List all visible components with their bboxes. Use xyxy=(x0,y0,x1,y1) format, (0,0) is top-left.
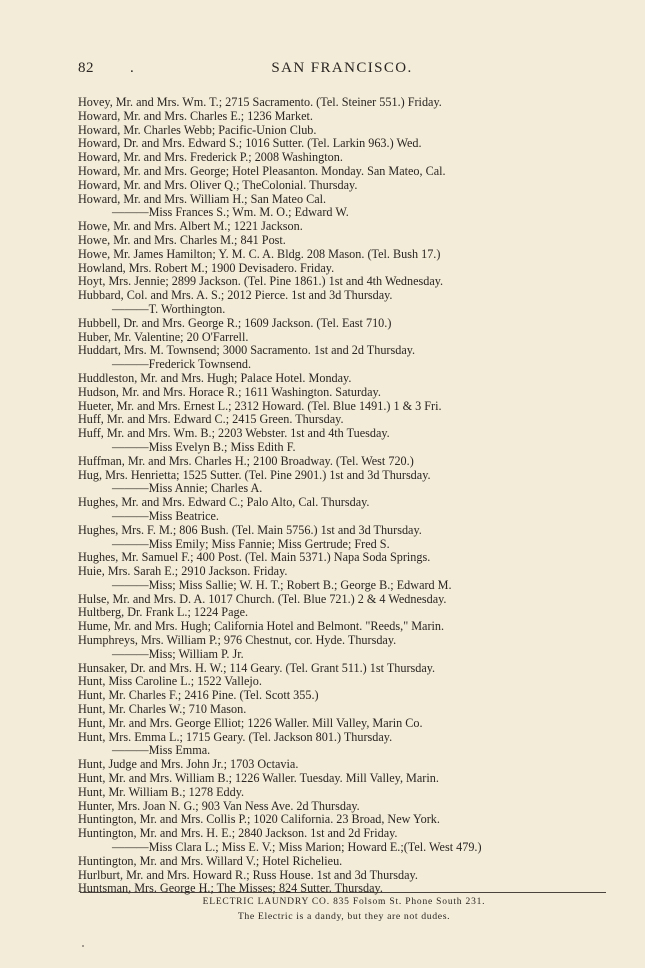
page-number: 82 xyxy=(78,60,94,76)
directory-entry: Huddleston, Mr. and Mrs. Hugh; Palace Hotel. Monday. xyxy=(78,371,352,385)
directory-entry: ———Miss Frances S.; Wm. M. O.; Edward W. xyxy=(112,206,349,220)
directory-entry: Hunt, Mr. Charles F.; 2416 Pine. (Tel. Scott 355.) xyxy=(78,689,319,703)
directory-entry: Huntsman, Mrs. George H.; The Misses; 824 Sutter. Thursday. xyxy=(78,882,383,896)
directory-entry: Hug, Mrs. Henrietta; 1525 Sutter. (Tel. Pine 2901.) 1st and 3d Thursday. xyxy=(78,468,431,482)
directory-entry: Huff, Mr. and Mrs. Edward C.; 2415 Green. Thursday. xyxy=(78,413,344,427)
directory-entry: Howard, Mr. and Mrs. Oliver Q.; TheColonial. Thursday. xyxy=(78,178,358,192)
directory-entry: Hunter, Mrs. Joan N. G.; 903 Van Ness Ave. 2d Thursday. xyxy=(78,799,360,813)
directory-entry: ———Miss Emma. xyxy=(112,744,211,758)
footer-rule xyxy=(80,892,606,893)
directory-entry: ———Miss; William P. Jr. xyxy=(112,647,244,661)
directory-entry: Hurlburt, Mr. and Mrs. Howard R.; Russ House. 1st and 3d Thursday. xyxy=(78,868,418,882)
footer-advert-line-2: The Electric is a dandy, but they are not dudes. xyxy=(237,911,451,922)
directory-entry: Hunsaker, Dr. and Mrs. H. W.; 114 Geary. (Tel. Grant 511.) 1st Thursday. xyxy=(78,661,436,675)
directory-entry: Huntington, Mr. and Mrs. H. E.; 2840 Jackson. 1st and 2d Friday. xyxy=(78,827,398,841)
directory-entry: ———Miss Emily; Miss Fannie; Miss Gertrude; Fred S. xyxy=(112,537,390,551)
directory-entry: Howard, Mr. and Mrs. Frederick P.; 2008 Washington. xyxy=(78,151,343,165)
directory-entry: Howe, Mr. James Hamilton; Y. M. C. A. Bldg. 208 Mason. (Tel. Bush 17.) xyxy=(78,247,441,261)
footer-advert-line-1: ELECTRIC LAUNDRY CO. 835 Folsom St. Phone South 231. xyxy=(202,897,486,907)
directory-entry: Hubbard, Col. and Mrs. A. S.; 2012 Pierce. 1st and 3d Thursday. xyxy=(78,289,393,303)
directory-entry: Hovey, Mr. and Mrs. Wm. T.; 2715 Sacramento. (Tel. Steiner 551.) Friday. xyxy=(78,96,442,109)
directory-entry: ———Frederick Townsend. xyxy=(112,358,252,372)
directory-entry: ———Miss; Miss Sallie; W. H. T.; Robert B.; George B.; Edward M. xyxy=(112,578,452,592)
directory-entry: ———Miss Beatrice. xyxy=(112,509,219,523)
directory-entry: Hughes, Mr. and Mrs. Edward C.; Palo Alto, Cal. Thursday. xyxy=(78,496,370,510)
directory-entry: Hume, Mr. and Mrs. Hugh; California Hotel and Belmont. "Reeds," Marin. xyxy=(78,620,445,634)
directory-entry: Huff, Mr. and Mrs. Wm. B.; 2203 Webster. 1st and 4th Tuesday. xyxy=(78,427,390,441)
directory-entry: Howard, Mr. and Mrs. Charles E.; 1236 Market. xyxy=(78,109,313,123)
header-dot: . xyxy=(130,60,134,76)
directory-entry: ———Miss Evelyn B.; Miss Edith F. xyxy=(112,440,296,454)
directory-entry: Hunt, Miss Caroline L.; 1522 Vallejo. xyxy=(78,675,262,689)
directory-entries xyxy=(78,96,610,896)
directory-entry: Hunt, Mr. Charles W.; 710 Mason. xyxy=(78,703,247,717)
directory-entry: Huntington, Mr. and Mrs. Collis P.; 1020 California. 23 Broad, New York. xyxy=(78,813,440,827)
directory-entry: Huddart, Mrs. M. Townsend; 3000 Sacramento. 1st and 2d Thursday. xyxy=(78,344,416,358)
directory-entry: Howard, Dr. and Mrs. Edward S.; 1016 Sutter. (Tel. Larkin 963.) Wed. xyxy=(78,137,422,151)
running-head: SAN FRANCISCO. xyxy=(271,60,413,76)
directory-entry: ———T. Worthington. xyxy=(112,302,226,316)
directory-entry: Humphreys, Mrs. William P.; 976 Chestnut, cor. Hyde. Thursday. xyxy=(78,634,397,648)
directory-entry: ———Miss Clara L.; Miss E. V.; Miss Marion; Howard E.;(Tel. West 479.) xyxy=(112,841,482,855)
directory-entry: Hunt, Mrs. Emma L.; 1715 Geary. (Tel. Jackson 801.) Thursday. xyxy=(78,730,393,744)
directory-entry: Hulse, Mr. and Mrs. D. A. 1017 Church. (Tel. Blue 721.) 2 & 4 Wednesday. xyxy=(78,592,447,606)
directory-entry: Hughes, Mrs. F. M.; 806 Bush. (Tel. Main 5756.) 1st and 3d Thursday. xyxy=(78,523,422,537)
directory-entry: Huntington, Mr. and Mrs. Willard V.; Hotel Richelieu. xyxy=(78,854,343,868)
paper-speck xyxy=(82,945,84,947)
directory-entry: Hueter, Mr. and Mrs. Ernest L.; 2312 Howard. (Tel. Blue 1491.) 1 & 3 Fri. xyxy=(78,399,442,413)
directory-entry: Hubbell, Dr. and Mrs. George R.; 1609 Jackson. (Tel. East 710.) xyxy=(78,316,392,330)
directory-entry: Hunt, Mr. and Mrs. George Elliot; 1226 Waller. Mill Valley, Marin Co. xyxy=(78,716,423,730)
directory-entry: Hoyt, Mrs. Jennie; 2899 Jackson. (Tel. Pine 1861.) 1st and 4th Wednesday. xyxy=(78,275,444,289)
directory-entry: ———Miss Annie; Charles A. xyxy=(112,482,263,496)
directory-entry: Hudson, Mr. and Mrs. Horace R.; 1611 Washington. Saturday. xyxy=(78,385,381,399)
directory-entry: Huber, Mr. Valentine; 20 O'Farrell. xyxy=(78,330,249,344)
directory-entry: Huffman, Mr. and Mrs. Charles H.; 2100 Broadway. (Tel. West 720.) xyxy=(78,454,414,468)
directory-entry: Howard, Mr. and Mrs. William H.; San Mateo Cal. xyxy=(78,192,327,206)
directory-entry: Hunt, Mr. William B.; 1278 Eddy. xyxy=(78,785,245,799)
directory-entry: Hunt, Judge and Mrs. John Jr.; 1703 Octavia. xyxy=(78,758,299,772)
page-header xyxy=(78,60,606,82)
directory-entry: Howe, Mr. and Mrs. Albert M.; 1221 Jackson. xyxy=(78,220,303,234)
directory-entry: Howard, Mr. Charles Webb; Pacific-Union Club. xyxy=(78,123,317,137)
directory-entry: Hultberg, Dr. Frank L.; 1224 Page. xyxy=(78,606,249,620)
directory-entry: Howard, Mr. and Mrs. George; Hotel Pleasanton. Monday. San Mateo, Cal. xyxy=(78,164,446,178)
directory-entry: Huie, Mrs. Sarah E.; 2910 Jackson. Friday. xyxy=(78,565,288,579)
directory-entry: Hunt, Mr. and Mrs. William B.; 1226 Waller. Tuesday. Mill Valley, Marin. xyxy=(78,772,439,786)
directory-entry: Howland, Mrs. Robert M.; 1900 Devisadero. Friday. xyxy=(78,261,335,275)
directory-entry: Hughes, Mr. Samuel F.; 400 Post. (Tel. Main 5371.) Napa Soda Springs. xyxy=(78,551,431,565)
directory-entry: Howe, Mr. and Mrs. Charles M.; 841 Post. xyxy=(78,233,286,247)
